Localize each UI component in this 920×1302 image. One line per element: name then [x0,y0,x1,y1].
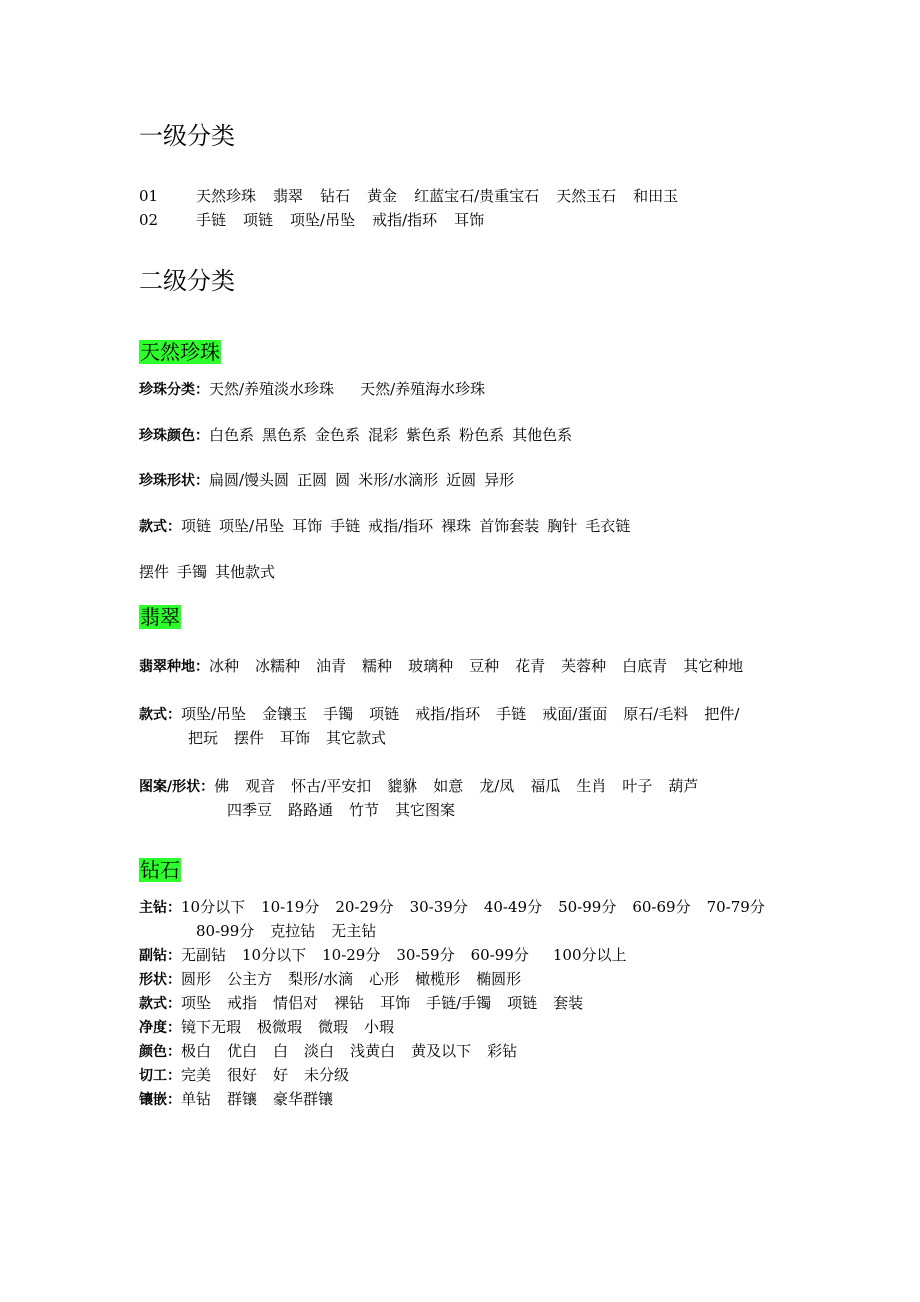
jade-style-cont-row: 把玩 摆件 耳饰 其它款式 [188,729,387,747]
pearl-style-cont-row: 摆件 手镯 其他款式 [139,563,276,581]
pearl-style-row: 款式：项链 项坠/吊坠 耳饰 手链 戒指/指环 裸珠 首饰套装 胸针 毛衣链 [139,517,631,535]
list-item: 耳饰 [454,211,485,229]
pearl-heading: 天然珍珠 [140,340,220,364]
list-item: 钻石 [320,187,351,205]
diamond-shape-row: 形状：圆形 公主方 梨形/水滴 心形 橄榄形 椭圆形 [139,970,522,988]
level1-row-01 [196,186,695,206]
list-item: 项链 [243,211,274,229]
level1-row-02 [196,210,501,230]
pearl-category-row: 珍珠分类：天然/养殖淡水珍珠 天然/养殖海水珍珠 [139,380,486,398]
list-item: 和田玉 [633,187,679,205]
diamond-color-row: 颜色：极白 优白 白 淡白 浅黄白 黄及以下 彩钻 [139,1042,518,1060]
jade-heading: 翡翠 [140,605,180,629]
list-item: 项坠/吊坠 [290,211,356,229]
list-item: 翡翠 [273,187,304,205]
diamond-heading: 钻石 [140,858,180,882]
list-item: 天然玉石 [556,187,617,205]
jade-pattern-cont-row: 四季豆 路路通 竹节 其它图案 [227,801,456,819]
jade-style-row: 款式：项坠/吊坠 金镶玉 手镯 项链 戒指/指环 手链 戒面/蛋面 原石/毛料 把件/ [139,705,740,723]
diamond-main-cont-row: 80-99分 克拉钻 无主钻 [196,922,377,940]
level2-title: 二级分类 [139,267,235,295]
list-item: 黄金 [367,187,398,205]
jade-pattern-row: 图案/形状：佛 观音 怀古/平安扣 貔貅 如意 龙/凤 福瓜 生肖 叶子 葫芦 [139,777,699,795]
diamond-clarity-row: 净度：镜下无瑕 极微瑕 微瑕 小瑕 [139,1018,395,1036]
diamond-setting-row: 镶嵌：单钻 群镶 豪华群镶 [139,1090,334,1108]
level1-code-01: 01 [139,187,159,205]
pearl-shape-row: 珍珠形状：扁圆/馒头圆 正圆 圆 米形/水滴形 近圆 异形 [139,471,515,489]
list-item: 红蓝宝石/贵重宝石 [414,187,540,205]
list-item: 戒指/指环 [372,211,438,229]
list-item: 天然珍珠 [196,187,257,205]
diamond-side-row: 副钻：无副钻 10分以下 10-29分 30-59分 60-99分 100分以上 [139,946,627,964]
diamond-cut-row: 切工：完美 很好 好 未分级 [139,1066,350,1084]
level1-title: 一级分类 [139,122,235,150]
diamond-main-row: 主钻：10分以下 10-19分 20-29分 30-39分 40-49分 50-99分 60-69分 70-79分 [139,898,765,916]
jade-grade-row: 翡翠种地：冰种 冰糯种 油青 糯种 玻璃种 豆种 花青 芙蓉种 白底青 其它种地 [139,657,744,675]
level1-code-02: 02 [139,211,159,229]
list-item: 手链 [196,211,227,229]
diamond-style-row: 款式：项坠 戒指 情侣对 裸钻 耳饰 手链/手镯 项链 套装 [139,994,584,1012]
pearl-color-row: 珍珠颜色：白色系 黑色系 金色系 混彩 紫色系 粉色系 其他色系 [139,426,573,444]
